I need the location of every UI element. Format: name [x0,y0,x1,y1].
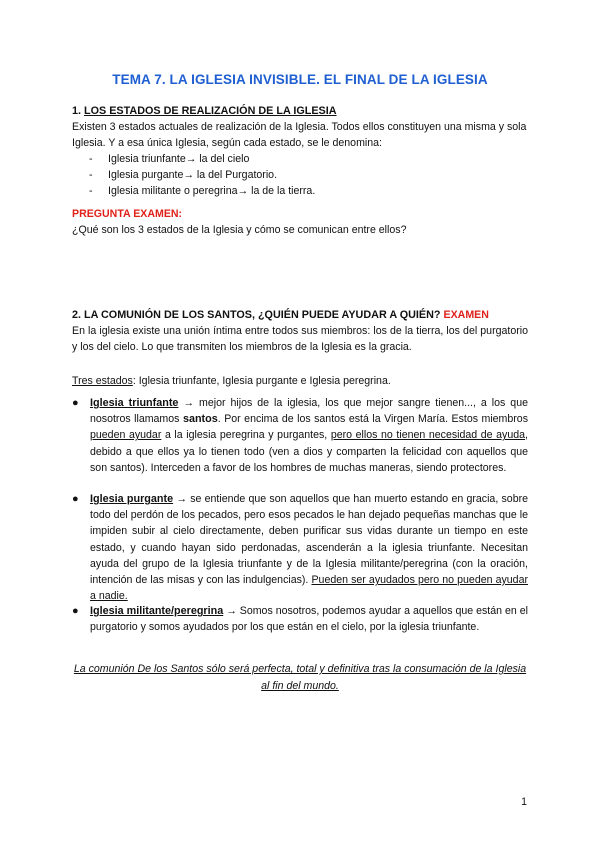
term-militante: Iglesia militante/peregrina [90,605,224,617]
list-item [72,151,528,167]
states-list [72,151,528,199]
bullet-triunfante [72,395,528,476]
list-dash: - [89,185,93,197]
section1-heading-text: LOS ESTADOS DE REALIZACIÓN DE LA IGLESIA [84,105,337,117]
bullet-dot-icon: ● [72,493,79,505]
bullet-text: . Por encima de los santos está la Virgen María. Estos miembros [217,413,528,426]
bullet-text: → mejor hijos de la iglesia, los que mejor sangre tienen..., a los que nosotros llamamos [90,397,528,426]
bullet-text: a la iglesia peregrina y purgantes, [161,429,331,442]
underlined-text: pero ellos no tienen necesidad de ayuda [330,429,526,442]
exam-question: ¿Qué son los 3 estados de la Iglesia y cómo se comunican entre ellos? [72,224,407,236]
section1-heading-number: 1. [72,105,85,117]
list-dash: - [89,169,93,181]
bullet-purgante [72,491,529,604]
list-item [72,183,528,199]
tres-estados-label: Tres estados [72,375,133,387]
list-item-text: Iglesia triunfante→ la del cielo [108,153,250,165]
section1-heading [72,103,528,119]
term-purgante: Iglesia purgante [90,493,174,505]
bullet-militante [72,603,528,635]
page-number: 1 [521,796,527,808]
underlined-text: Pueden ser ayudados pero no pueden ayudar a nadie. [90,574,528,603]
term-triunfante: Iglesia triunfante [90,397,179,409]
tres-estados-line [72,373,528,389]
bullet-text: → Somos nosotros, podemos ayudar a aquellos que están en el purgatorio y somos ayudados por los que están en el cielo, por la iglesia triunfante. [90,605,528,634]
tres-estados-text: : Iglesia triunfante, Iglesia purgante e Iglesia peregrina. [132,375,391,387]
list-item-text: Iglesia militante o peregrina→ la de la tierra. [108,185,316,197]
section2-heading [72,307,528,323]
underlined-text: pueden ayudar [90,429,162,442]
page-title: TEMA 7. LA IGLESIA INVISIBLE. EL FINAL DE LA IGLESIA [112,72,488,87]
list-item [72,167,528,183]
section2-heading-text: 2. LA COMUNIÓN DE LOS SANTOS, ¿QUIÉN PUEDE AYUDAR A QUIÉN? [72,309,444,321]
section1-intro: Existen 3 estados actuales de realización de la Iglesia. Todos ellos constituyen una misma y sola Iglesia. Y a esa única Iglesia, según cada estado, se le denomina: [72,121,527,149]
list-item-text: Iglesia purgante→ la del Purgatorio. [108,169,278,181]
exam-badge: EXAMEN [443,309,489,321]
conclusion: La comunión De los Santos sólo será perfecta, total y definitiva tras la consumación de la Iglesia al fin del mundo. [73,663,527,692]
section2-intro: En la iglesia existe una unión íntima entre todos sus miembros: los de la tierra, los del purgatorio y los del cielo. Lo que transmiten los miembros de la Iglesia es la gracia. [72,325,528,353]
bullet-dot-icon: ● [72,605,79,617]
term-santos: santos [182,413,218,426]
exam-label: PREGUNTA EXAMEN: [72,208,183,220]
bullet-text: , debido a que ellos ya lo tienen todo (ven a dios y comparten la felicidad con aquellos que son santos). Interceden a favor de los hombres de muchas maneras, siendo protectores. [90,429,528,474]
list-dash: - [89,153,93,165]
bullet-text: → se entiende que son aquellos que han muerto estando en gracia, sobre todo del perdón de los pecados, pero esos pecados le han dejado pequeñas manchas que le impiden subir al cielo directamente, deben purificar sus vidas durante un tiempo en este estado, y cuando hayan sido perdonadas, ascenderán a la iglesia triunfante. Necesitan ayuda del grupo de la Iglesia triunfante y de la Iglesia militante/peregrina (con la oración, intención de las misas y con las indulgencias). [90,493,529,587]
bullet-dot-icon: ● [72,397,79,409]
